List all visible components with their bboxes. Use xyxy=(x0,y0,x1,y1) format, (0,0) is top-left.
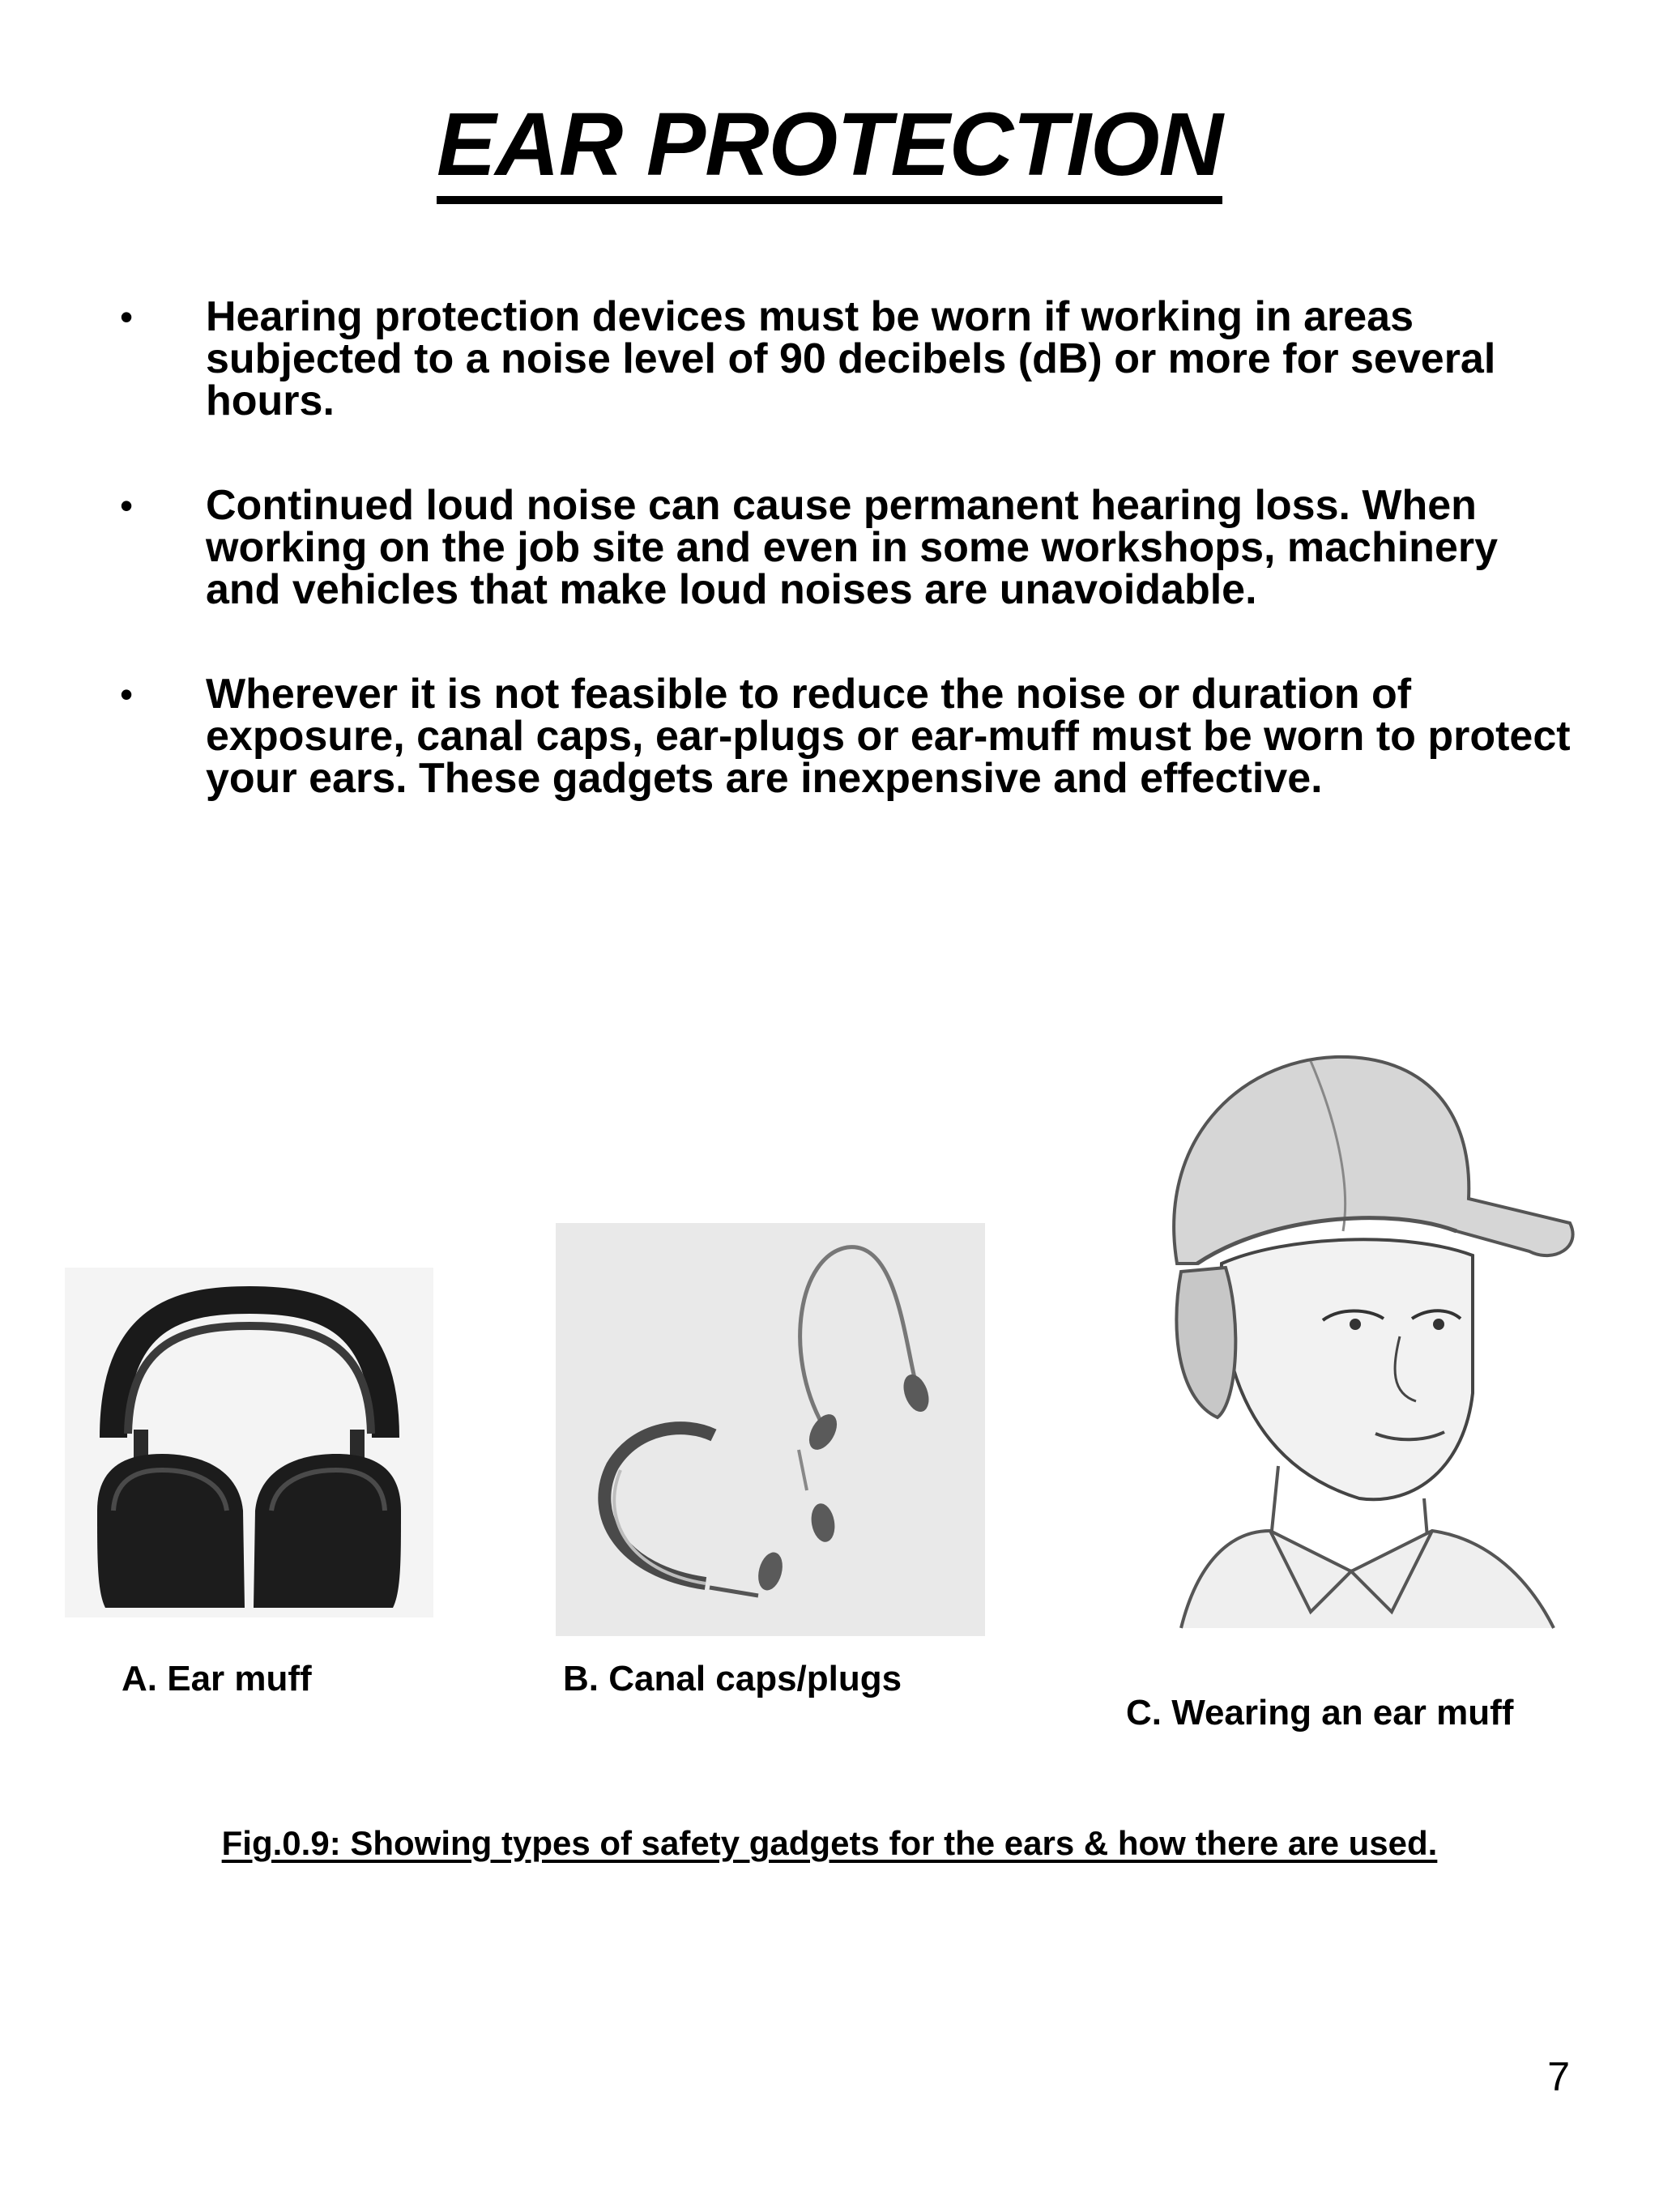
bullet-marker: • xyxy=(120,296,134,338)
figure-a-caption: A. Ear muff xyxy=(122,1659,312,1698)
bullet-text: Continued loud noise can cause permanent hearing loss. When working on the job site and even in some workshops, machinery and vehicles that make loud noises are unavoidable. xyxy=(206,482,1499,613)
person-wearing-ear-muff-icon xyxy=(1149,1045,1578,1644)
ear-muff-icon xyxy=(65,1268,433,1617)
bullet-list xyxy=(120,293,1578,862)
page-number: 7 xyxy=(1547,2054,1570,2099)
bullet-item-hearing-loss xyxy=(120,484,1578,611)
bullet-marker: • xyxy=(120,673,134,715)
page-title-text: EAR PROTECTION xyxy=(437,95,1222,204)
person-ear-muff-image xyxy=(1149,1045,1578,1644)
bullet-item-gadgets xyxy=(120,671,1578,802)
page-title xyxy=(0,96,1659,194)
canal-caps-image xyxy=(556,1223,985,1636)
bullet-item-noise-level xyxy=(120,293,1578,424)
figure-c-caption: C. Wearing an ear muff xyxy=(1126,1693,1514,1733)
canal-caps-icon xyxy=(556,1223,985,1636)
bullet-text: Wherever it is not feasible to reduce the noise or duration of exposure, canal caps, ear-plugs or ear-muff must be worn to protect your ears. These gadgets are inexpensive and effective. xyxy=(206,671,1571,802)
bullet-marker: • xyxy=(120,484,134,526)
bullet-text: Hearing protection devices must be worn if working in areas subjected to a noise level of 90 decibels (dB) or more for several hours. xyxy=(206,293,1496,424)
figure-b-caption: B. Canal caps/plugs xyxy=(563,1659,902,1698)
figure-caption: Fig.0.9: Showing types of safety gadgets for the ears & how there are used. xyxy=(221,1824,1438,1862)
ear-muff-image xyxy=(65,1268,433,1617)
